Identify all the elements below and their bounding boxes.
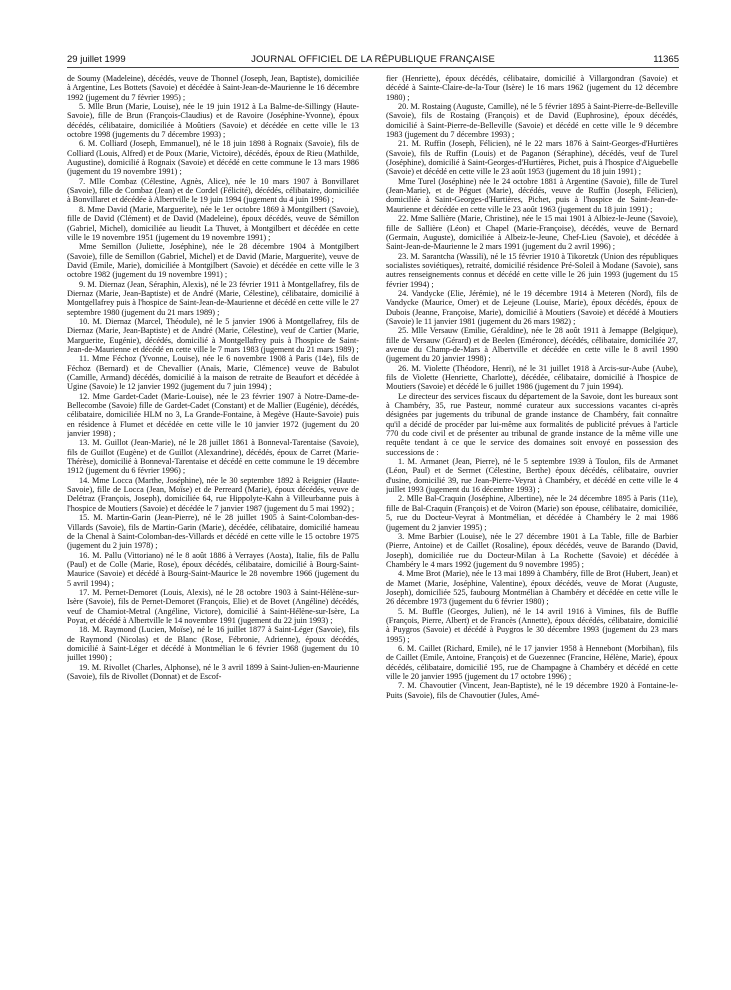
paragraph: Le directeur des services fiscaux du département de la Savoie, dont les bureaux sont à Chambéry, 35, rue Pasteur, nommé curateur aux successions vacantes ci-après désignées par jugements du tribunal de grande instance de Chambéry, fait connaître qu'il a décidé de procéder par lui-même aux formalités de publicité prévues à l'article 770 du code civil et de présenter au tribunal de grande instance de la même ville une requête tendant à ce que le service des domaines soit envoyé en possession des successions de : <box>386 391 678 457</box>
paragraph: 14. Mme Locca (Marthe, Joséphine), née le 30 septembre 1892 à Reignier (Haute-Savoie), fille de Locca (Jean, Moïse) et de Perreard (Marie), époux décédés, veuve de Delétraz (François, Joseph), domiciliée 64, rue Hippolyte-Kahn à Villeurbanne puis à l'hospice de Moutiers (Savoie) et décédée le 7 janvier 1987 (jugement du 5 mai 1992) ; <box>67 475 359 513</box>
paragraph: 13. M. Guillot (Jean-Marie), né le 28 juillet 1861 à Bonneval-Tarentaise (Savoie), fils de Guillot (Eugène) et de Guillot (Alexandrine), décédés, époux de Carret (Marie-Thérèse), domicilié à Bonneval-Tarentaise et décédé en cette commune le 19 décembre 1912 (jugement du 6 février 1996) ; <box>67 438 359 476</box>
paragraph: 6. M. Caillet (Richard, Emile), né le 17 janvier 1958 à Hennebont (Morbihan), fils de Caillet (Emile, Antoine, François) et de Guezennec (Francine, Hélène, Marie), époux décédés, célibataire, domicilié 195, rue de Champagne à Chambéry et décédé en cette ville le 20 janvier 1995 (jugement du 17 octobre 1996) ; <box>386 643 678 681</box>
left-column <box>67 74 359 964</box>
paragraph: 10. M. Diernaz (Marcel, Théodule), né le 5 janvier 1906 à Montgellafrey, fils de Diernaz (Marie, Jean-Baptiste) et de André (Marie, Célestine), veuf de Cartier (Marie, Marguerite, Eugénie), décédés, domicilié à Montgellafrey puis à l'hospice de Saint-Jean-de-Maurienne et décédé en cette ville le 7 mars 1983 (jugement du 21 mars 1989) ; <box>67 316 359 354</box>
paragraph: 5. M. Buffle (Georges, Julien), né le 14 avril 1916 à Vimines, fils de Buffle (François, Pierre, Albert) et de Francès (Annette), époux décédés, célibataire, domicilié à Puygros (Savoie) et décédé à Puygros le 30 décembre 1993 (jugement du 23 mars 1995) ; <box>386 606 678 644</box>
header-rule <box>67 67 679 68</box>
paragraph: 16. M. Pallu (Vittoriano) né le 8 août 1886 à Verrayes (Aosta), Italie, fils de Pallu (Paul) et de Colle (Marie, Rose), époux décédés, célibataire, domicilié à Bourg-Saint-Maurice (Savoie) et décédé à Bourg-Saint-Maurice le 28 novembre 1966 (jugement du 5 avril 1994) ; <box>67 550 359 588</box>
page-number: 11365 <box>653 54 679 65</box>
paragraph: 5. Mlle Brun (Marie, Louise), née le 19 juin 1912 à La Balme-de-Sillingy (Haute-Savoie), fille de Brun (François-Claudius) et de Ravoire (Joséphine-Yvonne), époux décédés, célibataire, domiciliée à Moûtiers (Savoie) et décédée en cette ville le 13 octobre 1998 (jugements du 7 décembre 1993) ; <box>67 102 359 140</box>
paragraph: 23. M. Sarantcha (Wassili), né le 15 février 1910 à Tikoretzk (Union des républiques socialistes soviétiques), retraité, domicilié résidence Pré-Soleil à Modane (Savoie), sans autres renseignements connus et décédé en cette ville le 26 juin 1993 (jugement du 15 février 1994) ; <box>386 251 678 289</box>
paragraph: Mme Turel (Joséphine) née le 24 octobre 1881 à Argentine (Savoie), fille de Turel (Jean-Marie), et de Péguet (Marie), décédés, veuve de Ruffin (Joseph, Félicien), domiciliée à Saint-Georges-d'Hurtières, Pichet, puis à l'hospice de Saint-Jean-de-Maurienne et décédée en cette ville le 23 août 1963 (jugement du 18 juin 1991) ; <box>386 176 678 214</box>
paragraph: 11. Mme Féchoz (Yvonne, Louise), née le 6 novembre 1908 à Paris (14e), fils de Féchoz (Bernard) et de Chevallier (Anaïs, Marie, Clémence) veuve de Babulot (Camille, Armand) décédés, domicilié à la maison de retraite de Beaufort et décédée à Ugine (Savoie) le 12 janvier 1992 (jugement du 7 juin 1994) ; <box>67 354 359 392</box>
paragraph: 24. Vandycke (Elie, Jérémie), né le 19 décembre 1914 à Meteren (Nord), fils de Vandycke (Maurice, Omer) et de Lejeune (Louise, Marie), époux décédés, époux de Dubois (Jeanne, Françoise, Marie), domicilié à Moutiers (Savoie) et décédé à Moutiers (Savoie) le 11 janvier 1981 (jugement du 26 mars 1982) ; <box>386 288 678 326</box>
paragraph: 12. Mme Gardet-Cadet (Marie-Louise), née le 23 février 1907 à Notre-Dame-de-Bellecombe (Savoie) fille de Gardet-Cadet (Constant) et de Mallier (Eugénie), décédés, célibataire, domiciliée HLM no 3, La Grande-Fontaine, à Megève (Haute-Savoie) puis en résidence à Flumet et décédée en cette ville le 10 janvier 1972 (jugement du 20 janvier 1998) ; <box>67 391 359 439</box>
paragraph: 19. M. Rivollet (Charles, Alphonse), né le 3 avril 1899 à Saint-Julien-en-Maurienne (Savoie), fils de Rivollet (Donnat) et de Escof- <box>67 662 359 681</box>
paragraph: 25. Mlle Versauw (Emilie, Géraldine), née le 28 août 1911 à Jemappe (Belgique), fille de Versauw (Gérard) et de Beelen (Eméronce), décédés, célibataire, domiciliée 27, avenue du Champ-de-Mars à Albertville et décédée en cette ville le 8 avril 1990 (jugement du 20 janvier 1998) ; <box>386 326 678 364</box>
paragraph: de Soumy (Madeleine), décédés, veuve de Thonnel (Joseph, Jean, Baptiste), domiciliée à Argentine, Les Bottets (Savoie) et décédée à Saint-Jean-de-Maurienne le 16 décembre 1992 (jugement du 7 février 1995) ; <box>67 74 359 102</box>
issue-date: 29 juillet 1999 <box>67 54 126 65</box>
paragraph: 3. Mme Barbier (Louise), née le 27 décembre 1901 à La Table, fille de Barbier (Pierre, Antoine) et de Caillet (Rosaline), époux décédés, veuve de Barando (David, Joseph), domiciliée rue du Docteur-Milan à La Rochette (Savoie) et décédée à Chambéry le 4 mars 1992 (jugement du 9 novembre 1995) ; <box>386 531 678 569</box>
paragraph: 8. Mme David (Marie, Marguerite), née le 1er octobre 1869 à Montgilbert (Savoie), fille de David (Clément) et de David (Madeleine), époux décédés, veuve de Sémillon (Gabriel, Michel), domiciliée au lieudit La Thuvet, à Montgilbert et décédée en cette ville le 19 novembre 1951 (jugement du 19 novembre 1991) ; <box>67 204 359 242</box>
paragraph: 26. M. Violette (Théodore, Henri), né le 31 juillet 1918 à Arcis-sur-Aube (Aube), fils de Violette (Henriette, Charlotte), décédée, célibataire, domicilié à l'hospice de Moutiers (Savoie) et décédé le 6 juillet 1986 (jugement du 7 juin 1994). <box>386 363 678 392</box>
paragraph: 4. Mme Brot (Marie), née le 13 mai 1899 à Chambéry, fille de Brot (Hubert, Jean) et de Mamet (Marie, Joséphine, Valentine), époux décédés, veuve de Morat (Auguste, Joseph), domiciliée 525, faubourg Montmélian à Chambéry et décédée en cette ville le 26 décembre 1973 (jugement du 6 février 1980) ; <box>386 569 678 607</box>
paragraph: 21. M. Ruffin (Joseph, Félicien), né le 22 mars 1876 à Saint-Georges-d'Hurtières (Savoie), fils de Ruffin (Louis) et de Paganon (Séraphine), décédés, veuf de Turel (Joséphine), domicilié à Saint-Georges-d'Hurtières, Pichet, puis à l'hospice d'Aiguebelle (Savoie) et décédé en cette ville le 23 août 1953 (jugement du 18 juin 1991) ; <box>386 139 678 177</box>
paragraph: 7. M. Chavoutier (Vincent, Jean-Baptiste), né le 19 décembre 1920 à Fontaine-le-Puits (Savoie), fils de Chavoutier (Jules, Amé- <box>386 681 678 700</box>
page-header <box>67 54 679 68</box>
right-column <box>386 74 678 964</box>
paragraph: 6. M. Colliard (Joseph, Emmanuel), né le 18 juin 1898 à Rognaix (Savoie), fils de Colliard (Louis, Alfred) et de Poux (Marie, Victoire), décédés, époux de Rieu (Mathilde, Augustine), domicilié à Rognaix (Savoie) et décédé en cette commune le 13 mars 1986 (jugement du 19 novembre 1991) ; <box>67 139 359 177</box>
paragraph: 22. Mme Sallière (Marie, Christine), née le 15 mai 1901 à Albiez-le-Jeune (Savoie), fille de Sallière (Léon) et Chapel (Marie-Françoise), décédés, veuve de Bernard (Germain, Auguste), domiciliée à Albeiz-le-Jeune, Chef-Lieu (Savoie), et décédée à Saint-Jean-de-Maurienne le 2 mars 1991 (jugement du 2 avril 1996) ; <box>386 214 678 252</box>
paragraph: 20. M. Rostaing (Auguste, Camille), né le 5 février 1895 à Saint-Pierre-de-Belleville (Savoie), fils de Rostaing (François) et de David (Euphrosine), époux décédés, domicilié à Saint-Pierre-de-Belleville (Savoie) et décédé en cette ville le 9 décembre 1983 (jugement du 7 décembre 1993) ; <box>386 102 678 140</box>
paragraph: 18. M. Raymond (Lucien, Moïse), né le 16 juillet 1877 à Saint-Léger (Savoie), fils de Raymond (Nicolas) et de Blanc (Rose, Fébronie, Adrienne), époux décédés, domicilié à Saint-Léger et décédé à Montmélian le 6 février 1968 (jugement du 10 juillet 1990) ; <box>67 625 359 663</box>
paragraph: 2. Mlle Bal-Craquin (Joséphine, Albertine), née le 24 décembre 1895 à Paris (11e), fille de Bal-Craquin (François) et de Voiron (Marie) son épouse, célibataire, domiciliée, 5, rue du Docteur-Veyrat à Montmélian, et décédée à Chambéry le 2 mai 1986 (jugement du 2 janvier 1995) ; <box>386 494 678 532</box>
paragraph: 9. M. Diernaz (Jean, Séraphin, Alexis), né le 23 février 1911 à Montgellafrey, fils de Diernaz (Marie, Jean-Baptiste) et de André (Marie, Célestine), célibataire, domicilié à Montgellafrey puis à l'hospice de Saint-Jean-de-Maurienne et décédé en cette ville le 27 septembre 1980 (jugement du 21 mars 1989) ; <box>67 279 359 317</box>
paragraph: fier (Henriette), époux décédés, célibataire, domicilié à Villargondran (Savoie) et décédé à Sainte-Claire-de-la-Tour (Isère) le 16 mars 1962 (jugement du 12 décembre 1980) ; <box>386 74 678 102</box>
paragraph: 17. M. Pernet-Demoret (Louis, Alexis), né le 28 octobre 1903 à Saint-Hélène-sur-Isère (Savoie), fils de Pernet-Demoret (François, Elie) et de Bovet (Angéline) décédés, veuf de Chamiot-Metral (Angéline, Victore), domicilié à Saint-Hélène-sur-Isère, La Poyat, et décédé à Albertville le 14 novembre 1991 (jugement du 22 juin 1993) ; <box>67 587 359 625</box>
paragraph: Mme Semillon (Juliette, Joséphine), née le 28 décembre 1904 à Montgilbert (Savoie), fille de Semillon (Gabriel, Michel) et de David (Marie, Marguerite), veuve de David (Emile, Marie), domiciliée à Montgilbert (Savoie) et décédée en cette ville le 3 octobre 1982 (jugement du 19 novembre 1991) ; <box>67 242 359 280</box>
journal-title: JOURNAL OFFICIEL DE LA RÉPUBLIQUE FRANÇAISE <box>251 54 495 65</box>
paragraph: 1. M. Armanet (Jean, Pierre), né le 5 septembre 1939 à Toulon, fils de Armanet (Léon, Paul) et de Sermet (Célestine, Berthe) époux décédés, célibataire, ouvrier d'usine, domicilié 39, rue Jean-Pierre-Veyrat à Chambéry, et décédé en cette ville le 4 juillet 1993 (jugement du 16 décembre 1993) ; <box>386 457 678 495</box>
paragraph: 7. Mlle Combaz (Célestine, Agnès, Alice), née le 10 mars 1907 à Bonvillaret (Savoie), fille de Combaz (Jean) et de Cordel (Félicité), décédés, célibataire, domiciliée à Bonvillaret et décédée à Albertville le 19 juin 1994 (jugement du 4 juin 1996) ; <box>67 176 359 205</box>
paragraph: 15. M. Martin-Garin (Jean-Pierre), né le 28 juillet 1905 à Saint-Colomban-des-Villards (Savoie), fils de Martin-Garin (Marie), décédée, célibataire, domicilié hameau de la Chenal à Saint-Colomban-des-Villards et décédé en cette ville le 15 octobre 1975 (jugement du 2 juin 1978) ; <box>67 513 359 551</box>
